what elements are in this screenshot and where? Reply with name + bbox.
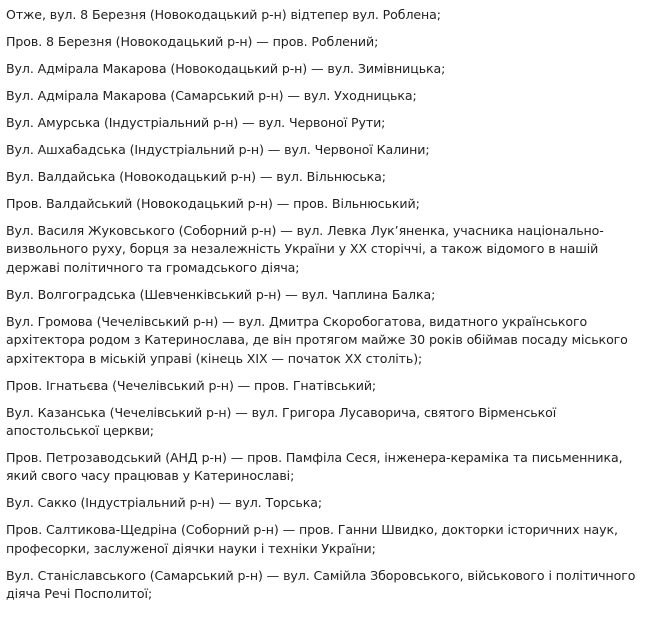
paragraph: Пров. Валдайський (Новокодацький р-н) — пров. Вільнюський; [6, 196, 420, 211]
paragraph: Вул. Ашхабадська (Індустріальний р-н) — вул. Червоної Калини; [6, 142, 430, 157]
paragraph: Отже, вул. 8 Березня (Новокодацький р-н) відтепер вул. Роблена; [6, 7, 441, 22]
paragraph: Пров. Петрозаводський (АНД р-н) — пров. Памфіла Сеся, інженера-кераміка та письменника, який свого часу працював у Катеринославі; [6, 450, 623, 484]
paragraph: Пров. Салтикова-Щедріна (Соборний р-н) — пров. Ганни Швидко, докторки історичних наук, професорки, заслуженої діячки науки і техніки України; [6, 522, 618, 556]
paragraph: Пров. Ігнатьєва (Чечелівський р-н) — пров. Гнатівський; [6, 377, 377, 393]
paragraph: Вул. Адмірала Макарова (Новокодацький р-н) — вул. Зимівницька; [6, 61, 446, 76]
paragraph: Вул. Василя Жуковського (Соборний р-н) — вул. Левка Лук’яненка, учасника національно-визвольного руху, борця за незалежність України у XX сторіччі, а також відомого в нашій державі політичного та громадського діяча; [6, 223, 604, 275]
paragraph: Вул. Адмірала Макарова (Самарський р-н) — вул. Уходницька; [6, 88, 417, 103]
paragraph: Вул. Станіславського (Самарський р-н) — вул. Самійла Зборовського, військового і політичного діяча Речі Посполитої; [6, 567, 636, 602]
paragraph: Вул. Амурська (Індустріальний р-н) — вул. Червоної Рути; [6, 115, 386, 130]
paragraph: Вул. Сакко (Індустріальний р-н) — вул. Торська; [6, 495, 322, 511]
paragraph: Вул. Громова (Чечелівський р-н) — вул. Дмитра Скоробогатова, видатного українського архітектора родом з Катеринослава, де він протягом майже 30 років обіймав посаду міського архітектора в міській управі (кінець XIX — початок XX століть); [6, 313, 628, 366]
paragraph: Вул. Валдайська (Новокодацький р-н) — вул. Вільнюська; [6, 169, 386, 184]
paragraph: Вул. Волгоградська (Шевченківський р-н) — вул. Чаплина Балка; [6, 286, 436, 302]
paragraph: Пров. 8 Березня (Новокодацький р-н) — пров. Роблений; [6, 34, 379, 49]
paragraph: Вул. Казанська (Чечелівський р-н) — вул. Григора Лусаворича, святого Вірменської апостольської церкви; [6, 404, 557, 439]
